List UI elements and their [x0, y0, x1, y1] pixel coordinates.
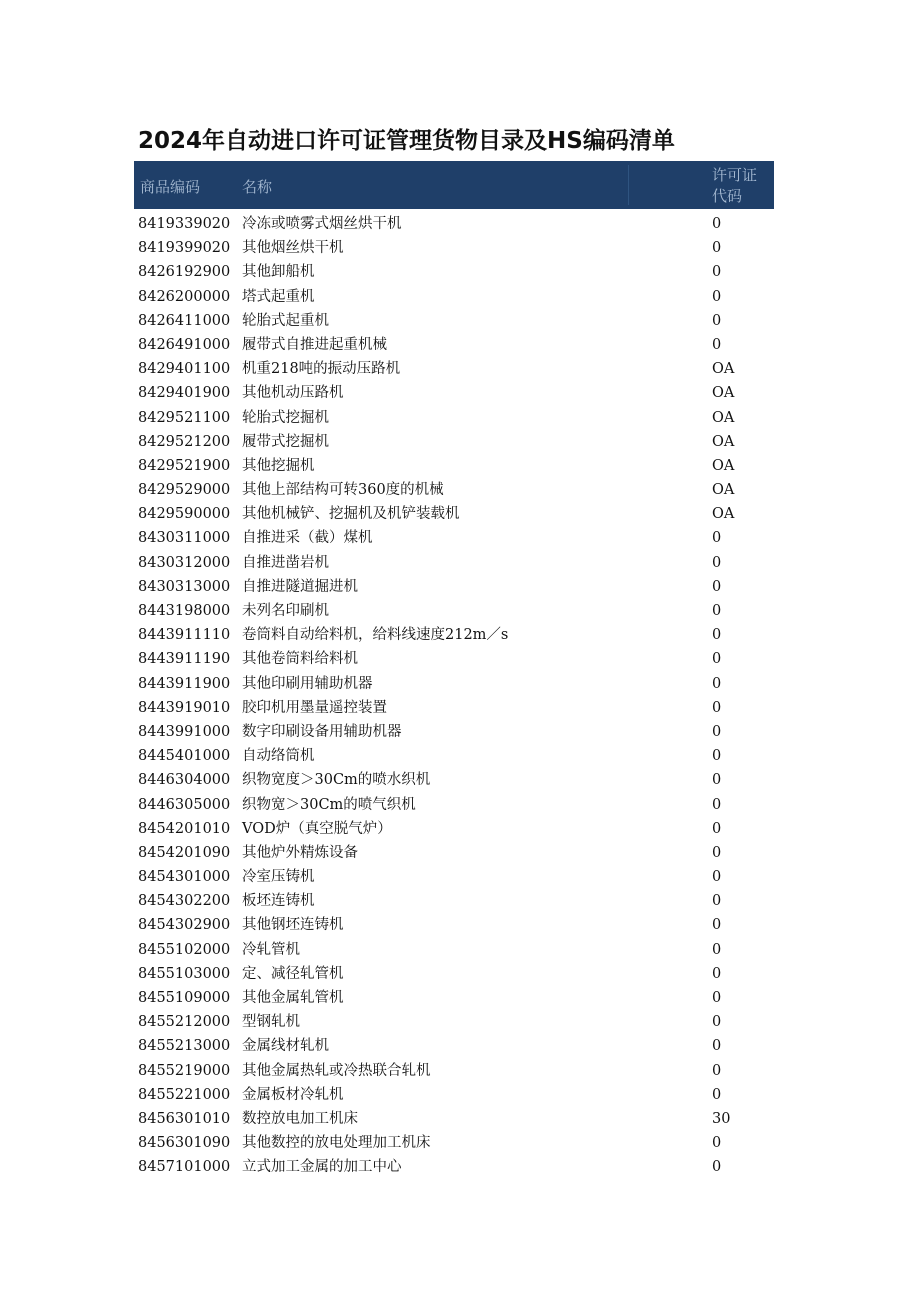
cell-name: 冷室压铸机: [242, 869, 315, 886]
cell-name: 数字印刷设备用辅助机器: [242, 723, 402, 740]
cell-code: 8426411000: [138, 312, 231, 329]
cell-code: 8455212000: [138, 1014, 231, 1031]
table-row: [138, 1083, 778, 1107]
cell-name: 轮胎式起重机: [242, 312, 329, 329]
cell-name: 立式加工金属的加工中心: [242, 1159, 402, 1176]
table-row: [138, 768, 778, 792]
cell-name: 其他机动压路机: [242, 385, 344, 402]
cell-name: 自推进采（截）煤机: [242, 530, 373, 547]
table-row: [138, 793, 778, 817]
table-row: [138, 841, 778, 865]
cell-name: 其他卸船机: [242, 264, 315, 281]
cell-license: OA: [712, 361, 735, 378]
table-row: [138, 1010, 778, 1034]
cell-name: 履带式自推进起重机械: [242, 336, 387, 353]
cell-name: 其他卷筒料给料机: [242, 651, 358, 668]
table-row: [138, 599, 778, 623]
cell-name: 其他烟丝烘干机: [242, 240, 344, 257]
cell-code: 8429521900: [138, 457, 231, 474]
cell-code: 8426491000: [138, 336, 231, 353]
cell-name: 自推进凿岩机: [242, 554, 329, 571]
cell-license: 0: [712, 627, 722, 644]
cell-license: OA: [712, 457, 735, 474]
cell-name: 冷冻或喷雾式烟丝烘干机: [242, 216, 402, 232]
cell-code: 8443911900: [138, 675, 231, 692]
cell-license: 0: [712, 1014, 722, 1031]
cell-license: 0: [712, 844, 722, 861]
cell-code: 8455103000: [138, 965, 231, 982]
table-row: [138, 865, 778, 889]
table-row: [138, 236, 778, 260]
cell-name: 自动络筒机: [242, 748, 315, 765]
cell-code: 8429529000: [138, 482, 231, 499]
cell-name: VOD炉（真空脱气炉）: [242, 820, 392, 837]
cell-code: 8455102000: [138, 941, 231, 958]
cell-name: 金属线材轧机: [242, 1038, 329, 1055]
cell-name: 织物宽度＞30Cm的喷水织机: [242, 772, 431, 789]
cell-code: 8430313000: [138, 578, 231, 595]
cell-code: 8455221000: [138, 1086, 231, 1103]
page-title: 2024年自动进口许可证管理货物目录及HS编码清单: [138, 128, 675, 154]
cell-code: 8443919010: [138, 699, 231, 716]
table-row: [138, 430, 778, 454]
cell-code: 8429401900: [138, 385, 231, 402]
table-row: [138, 647, 778, 671]
table-row: [138, 1059, 778, 1083]
cell-code: 8454201010: [138, 820, 231, 837]
table-row: [138, 502, 778, 526]
cell-license: 0: [712, 1062, 722, 1079]
table-row: [138, 672, 778, 696]
cell-name: 其他钢坯连铸机: [242, 917, 344, 934]
table-row: [138, 309, 778, 333]
cell-name: 冷轧管机: [242, 941, 300, 958]
cell-license: 0: [712, 240, 722, 257]
column-header-name: 名称: [242, 178, 273, 196]
cell-name: 自推进隧道掘进机: [242, 578, 358, 595]
table-row: [138, 986, 778, 1010]
cell-code: 8429401100: [138, 361, 231, 378]
cell-code: 8443198000: [138, 603, 231, 619]
cell-code: 8446304000: [138, 772, 231, 789]
cell-license: 0: [712, 893, 722, 910]
cell-license: OA: [712, 433, 735, 450]
cell-code: 8429590000: [138, 506, 231, 523]
table-row: [138, 623, 778, 647]
cell-name: 其他金属轧管机: [242, 990, 344, 1006]
cell-code: 8419339020: [138, 216, 231, 232]
cell-name: 板坯连铸机: [242, 893, 315, 910]
cell-name: 其他挖掘机: [242, 457, 315, 474]
table-row: [138, 913, 778, 937]
cell-name: 轮胎式挖掘机: [242, 409, 329, 426]
cell-code: 8454302200: [138, 893, 231, 910]
cell-code: 8443991000: [138, 723, 231, 740]
cell-name: 型钢轧机: [242, 1014, 300, 1031]
cell-license: 0: [712, 264, 722, 281]
cell-code: 8430312000: [138, 554, 231, 571]
cell-code: 8419399020: [138, 240, 231, 257]
cell-license: 0: [712, 796, 722, 813]
table-row: [138, 551, 778, 575]
table-body: [138, 212, 778, 1180]
table-row: [138, 285, 778, 309]
table-row: [138, 720, 778, 744]
cell-name: 其他印刷用辅助机器: [242, 675, 373, 692]
cell-name: 其他数控的放电处理加工机床: [242, 1135, 431, 1152]
cell-license: 0: [712, 675, 722, 692]
cell-code: 8454201090: [138, 844, 231, 861]
cell-license: 0: [712, 990, 722, 1006]
table-row: [138, 406, 778, 430]
cell-license: 0: [712, 699, 722, 716]
cell-name: 数控放电加工机床: [242, 1110, 358, 1127]
table-row: [138, 744, 778, 768]
cell-name: 定、减径轧管机: [242, 965, 344, 982]
cell-license: 0: [712, 965, 722, 982]
table-row: [138, 478, 778, 502]
cell-code: 8443911110: [138, 627, 231, 644]
cell-name: 卷筒料自动给料机，给料线速度212m／s: [242, 627, 509, 644]
table-row: [138, 696, 778, 720]
table-row: [138, 962, 778, 986]
cell-code: 8426200000: [138, 288, 231, 305]
cell-code: 8445401000: [138, 748, 231, 765]
cell-license: 0: [712, 312, 722, 329]
table-row: [138, 1155, 778, 1179]
cell-name: 塔式起重机: [242, 288, 315, 305]
cell-license: 0: [712, 651, 722, 668]
cell-license: 0: [712, 530, 722, 547]
table-row: [138, 526, 778, 550]
cell-code: 8455219000: [138, 1062, 231, 1079]
column-header-code: 商品编码: [140, 178, 201, 196]
cell-license: 0: [712, 1086, 722, 1103]
cell-code: 8443911190: [138, 651, 231, 668]
cell-license: 0: [712, 869, 722, 886]
cell-license: 0: [712, 820, 722, 837]
cell-license: 0: [712, 216, 722, 232]
cell-license: 0: [712, 578, 722, 595]
table-row: [138, 381, 778, 405]
column-header-license: 许可证代码: [712, 166, 758, 205]
cell-code: 8455213000: [138, 1038, 231, 1055]
cell-license: 0: [712, 288, 722, 305]
cell-name: 其他机械铲、挖掘机及机铲装载机: [242, 506, 460, 523]
cell-name: 未列名印刷机: [242, 603, 329, 619]
table-row: [138, 1034, 778, 1058]
cell-license: OA: [712, 482, 735, 499]
table-row: [138, 575, 778, 599]
cell-license: 0: [712, 1038, 722, 1055]
cell-code: 8454302900: [138, 917, 231, 934]
cell-license: 0: [712, 1135, 722, 1152]
table-header: [134, 161, 774, 209]
cell-code: 8430311000: [138, 530, 231, 547]
cell-license: 0: [712, 748, 722, 765]
table-row: [138, 212, 778, 236]
cell-license: 0: [712, 554, 722, 571]
cell-license: 0: [712, 917, 722, 934]
cell-license: 0: [712, 603, 722, 619]
table-row: [138, 1107, 778, 1131]
cell-code: 8446305000: [138, 796, 231, 813]
table-row: [138, 1131, 778, 1155]
cell-name: 织物宽＞30Cm的喷气织机: [242, 796, 416, 813]
cell-license: OA: [712, 385, 735, 402]
table-row: [138, 454, 778, 478]
cell-code: 8456301090: [138, 1135, 231, 1152]
cell-code: 8457101000: [138, 1159, 231, 1176]
cell-license: 0: [712, 772, 722, 789]
cell-license: 30: [712, 1110, 731, 1127]
cell-license: 0: [712, 1159, 722, 1176]
table-row: [138, 357, 778, 381]
cell-license: OA: [712, 409, 735, 426]
cell-license: 0: [712, 941, 722, 958]
cell-code: 8426192900: [138, 264, 231, 281]
cell-name: 履带式挖掘机: [242, 433, 329, 450]
cell-name: 金属板材冷轧机: [242, 1086, 344, 1103]
table-row: [138, 938, 778, 962]
cell-code: 8454301000: [138, 869, 231, 886]
cell-license: OA: [712, 506, 735, 523]
table-row: [138, 260, 778, 284]
cell-license: 0: [712, 336, 722, 353]
table-row: [138, 889, 778, 913]
header-divider: [628, 165, 629, 205]
cell-license: 0: [712, 723, 722, 740]
table-row: [138, 817, 778, 841]
cell-code: 8429521200: [138, 433, 231, 450]
cell-code: 8456301010: [138, 1110, 231, 1127]
cell-code: 8455109000: [138, 990, 231, 1006]
cell-name: 其他上部结构可转360度的机械: [242, 482, 444, 499]
cell-name: 机重218吨的振动压路机: [242, 361, 401, 378]
cell-name: 其他金属热轧或冷热联合轧机: [242, 1062, 431, 1079]
cell-name: 其他炉外精炼设备: [242, 844, 358, 861]
table-row: [138, 333, 778, 357]
cell-name: 胶印机用墨量遥控装置: [242, 699, 387, 716]
cell-code: 8429521100: [138, 409, 231, 426]
